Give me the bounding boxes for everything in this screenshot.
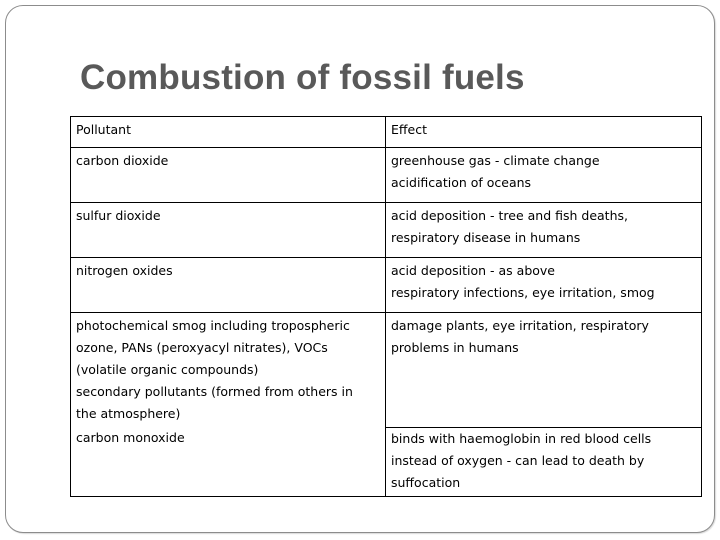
effect-text: binds with haemoglobin in red blood cells <box>391 430 652 446</box>
effect-text: suffocation <box>391 474 461 490</box>
table-row <box>71 258 702 313</box>
pollutant-effects-table <box>70 116 702 497</box>
pollutant-cell <box>71 203 386 258</box>
effect-text: damage plants, eye irritation, respiratory <box>391 318 649 333</box>
effect-text: respiratory disease in humans <box>391 230 581 245</box>
effect-text: greenhouse gas - climate change <box>391 153 600 168</box>
effect-cell <box>386 258 702 313</box>
pollutant-text: the atmosphere) <box>76 406 181 421</box>
pollutant-text: sulfur dioxide <box>76 208 161 223</box>
pollutant-cell <box>71 148 386 203</box>
slide-title: Combustion of fossil fuels <box>80 58 525 97</box>
table-row <box>71 148 702 203</box>
effect-text: acidification of oceans <box>391 175 532 190</box>
pollutant-text: (volatile organic compounds) <box>76 362 259 377</box>
effect-cell <box>386 148 702 203</box>
header-pollutant <box>71 117 386 148</box>
pollutant-text: photochemical smog including tropospheric <box>76 318 350 333</box>
table-row <box>71 203 702 258</box>
pollutant-text: carbon monoxide <box>76 430 185 445</box>
effect-text: acid deposition - tree and fish deaths, <box>391 208 628 223</box>
pollutant-cell <box>71 258 386 313</box>
pollutant-text: carbon dioxide <box>76 153 169 168</box>
effect-cell <box>386 203 702 258</box>
effect-text: instead of oxygen - can lead to death by <box>391 452 645 468</box>
table-header-row <box>71 117 702 148</box>
pollutant-cell <box>71 313 386 428</box>
pollutant-cell <box>71 427 386 496</box>
effect-text: respiratory infections, eye irritation, smog <box>391 285 655 300</box>
effect-text: acid deposition - as above <box>391 263 555 278</box>
header-effect <box>386 117 702 148</box>
table-row <box>71 427 702 496</box>
effect-cell <box>386 313 702 428</box>
header-pollutant-label: Pollutant <box>76 122 131 137</box>
pollutant-text: ozone, PANs (peroxyacyl nitrates), VOCs <box>76 340 328 355</box>
effect-cell <box>386 427 702 496</box>
header-effect-label: Effect <box>391 122 427 137</box>
effect-text: problems in humans <box>391 340 519 355</box>
pollutant-text: secondary pollutants (formed from others in <box>76 384 353 399</box>
table-row <box>71 313 702 428</box>
pollutant-text: nitrogen oxides <box>76 263 173 278</box>
